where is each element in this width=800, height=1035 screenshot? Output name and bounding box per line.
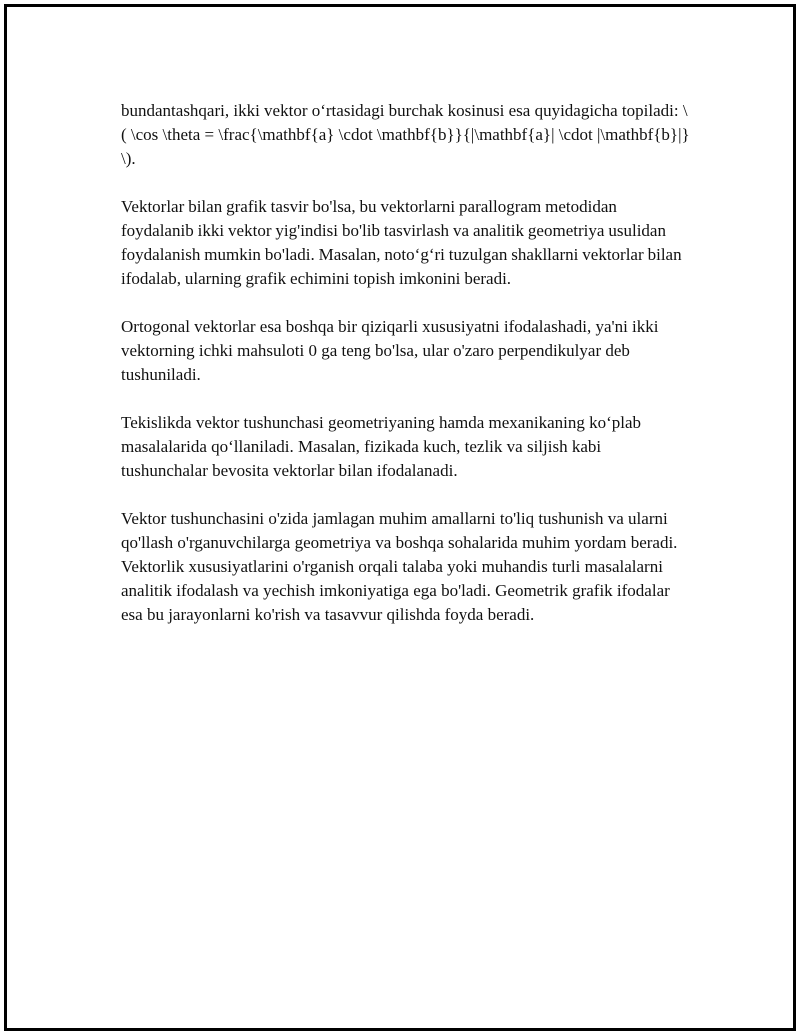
paragraph-orthogonal-vectors: Ortogonal vektorlar esa boshqa bir qiziqarli xususiyatni ifodalashadi, ya'ni ikki vektorning ichki mahsuloti 0 ga teng bo'lsa, ular o'zaro perpendikulyar deb tushuniladi.	[121, 317, 659, 384]
paragraph-graphic-representation: Vektorlar bilan grafik tasvir bo'lsa, bu vektorlarni parallogram metodidan foydalanib ikki vektor yig'indisi bo'lib tasvirlash va analitik geometriya usulidan foydalanish mumkin bo'ladi. Masalan, noto‘g‘ri tuzulgan shakllarni vektorlar bilan ifodalab, ularning grafik echimini topish imkonini beradi.	[121, 197, 682, 288]
paragraph-vector-applications: Tekislikda vektor tushunchasi geometriyaning hamda mexanikaning ko‘plab masalalarida qo‘llaniladi. Masalan, fizikada kuch, tezlik va siljish kabi tushunchalar bevosita vektorlar bilan ifodalanadi.	[121, 413, 642, 480]
document-body	[121, 99, 691, 651]
document-page	[4, 4, 796, 1031]
paragraph-cosine-formula: bundantashqari, ikki vektor o‘rtasidagi burchak kosinusi esa quyidagicha topiladi: \( \cos \theta = \frac{\mathbf{a} \cdot \mathbf{b}}{|\mathbf{a}| \cdot |\mathbf{b}|} \).	[121, 101, 690, 168]
paragraph-conclusion: Vektor tushunchasini o'zida jamlagan muhim amallarni to'liq tushunish va ularni qo'llash o'rganuvchilarga geometriya va boshqa sohalarida muhim yordam beradi. Vektorlik xususiyatlarini o'rganish orqali talaba yoki muhandis turli masalalarni analitik ifodalash va yechish imkoniyatiga ega bo'ladi. Geometrik grafik ifodalar esa bu jarayonlarni ko'rish va tasavvur qilishda foyda beradi.	[121, 509, 678, 624]
